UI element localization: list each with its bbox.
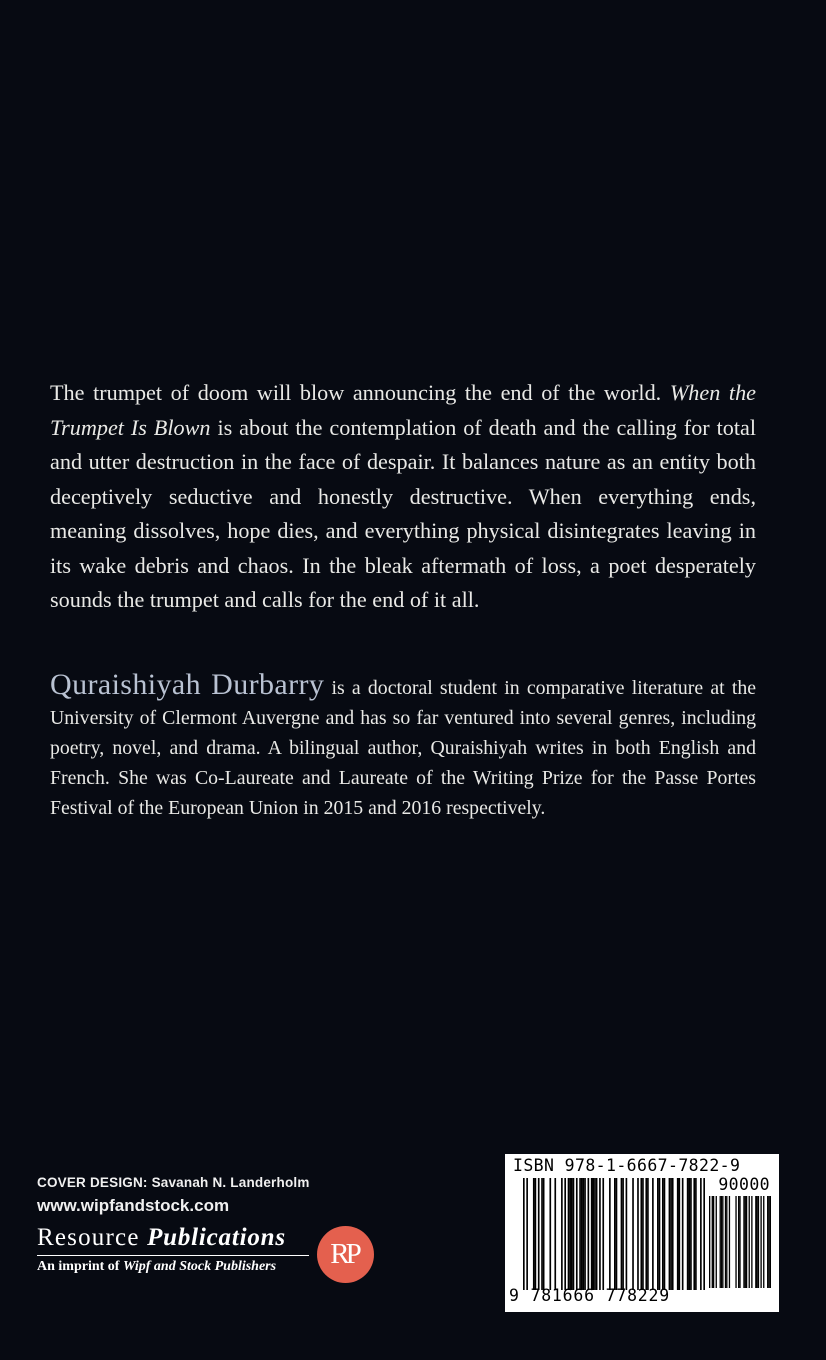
author-bio-text: is a doctoral student in comparative literature at the University of Clermont Auvergne and has so far ventured into several genres, including poetry, novel, and drama. A bilingual author, Quraishiyah writes in both English and French. She was Co-Laureate and Laureate of the Writing Prize for the Passe Portes Festival of the European Union in 2015 and 2016 respectively. (50, 677, 756, 819)
description-lead: The trumpet of doom will blow announcing the end of the world. (50, 380, 662, 405)
barcode-bar (746, 1196, 747, 1288)
barcode-bar (579, 1178, 581, 1290)
barcode-bar (758, 1196, 759, 1288)
barcode-bar (770, 1196, 771, 1288)
barcode-bar (541, 1178, 543, 1290)
publisher-name-plain: Resource (37, 1224, 140, 1251)
barcode-bar (576, 1178, 578, 1290)
barcode-bars-addon (709, 1196, 771, 1288)
barcode-bars-main (523, 1178, 705, 1290)
barcode-bar (726, 1196, 727, 1288)
barcode-bar (693, 1178, 695, 1290)
barcode-bar (564, 1178, 566, 1290)
barcode-bar (583, 1178, 585, 1290)
barcode-bar (659, 1178, 661, 1290)
barcode-bar (720, 1196, 721, 1288)
barcode-bar (767, 1196, 768, 1288)
barcode-bar (763, 1196, 764, 1288)
book-title: When the Trumpet Is Blown (50, 380, 757, 440)
barcode-bar (756, 1196, 757, 1288)
barcode-bar (526, 1178, 528, 1290)
barcode-bar (569, 1178, 571, 1290)
publisher-block (37, 1222, 309, 1275)
barcode-bar (669, 1178, 671, 1290)
rp-logo-icon: RP (317, 1226, 374, 1283)
publisher-website: www.wipfandstock.com (37, 1196, 230, 1215)
book-description (50, 376, 756, 618)
barcode-bar (735, 1196, 736, 1288)
barcode-digits: 9 781666 778229 (509, 1286, 671, 1305)
barcode-bar (588, 1178, 590, 1290)
barcode-bar (745, 1196, 746, 1288)
barcode-bar (645, 1178, 647, 1290)
barcode-bar (554, 1178, 556, 1290)
barcode-bar (712, 1196, 713, 1288)
barcode-bar (768, 1196, 769, 1288)
barcode-bar (535, 1178, 537, 1290)
barcode-bar (622, 1178, 624, 1290)
barcode-bar (722, 1196, 723, 1288)
barcode-bar (626, 1178, 628, 1290)
barcode-bar (721, 1196, 722, 1288)
barcode-bar (695, 1178, 697, 1290)
barcode-bar (725, 1196, 726, 1288)
barcode-bar (573, 1178, 575, 1290)
barcode-bar (543, 1178, 545, 1290)
imprint-name: Wipf and Stock Publishers (122, 1259, 277, 1274)
barcode-bar (743, 1196, 744, 1288)
barcode-bar (640, 1178, 642, 1290)
barcode-bar (632, 1178, 634, 1290)
barcode-bar (738, 1196, 739, 1288)
imprint-prefix: An imprint of (37, 1259, 120, 1274)
barcode-bar (700, 1178, 702, 1290)
barcode-bar (755, 1196, 756, 1288)
barcode-bar (614, 1178, 616, 1290)
cover-design-credit: COVER DESIGN: Savanah N. Landerholm (37, 1175, 310, 1190)
barcode-bar (657, 1178, 659, 1290)
author-bio (50, 670, 756, 823)
barcode-bar (523, 1178, 525, 1290)
barcode-bar (533, 1178, 535, 1290)
publisher-name-italic: Publications (147, 1224, 286, 1251)
barcode-bar (561, 1178, 563, 1290)
barcode-bar (739, 1196, 740, 1288)
barcode-bar (549, 1178, 551, 1290)
barcode-bar (596, 1178, 598, 1290)
barcode-bar (690, 1178, 692, 1290)
barcode-bar (594, 1178, 596, 1290)
barcode-bar (652, 1178, 654, 1290)
barcode-bar (729, 1196, 730, 1288)
barcode-bar (637, 1178, 639, 1290)
price-addon-label: 90000 (718, 1175, 770, 1194)
barcode-bar (647, 1178, 649, 1290)
imprint-line (37, 1259, 309, 1275)
barcode-bar (679, 1178, 681, 1290)
barcode-bar (621, 1178, 623, 1290)
barcode-bar (571, 1178, 573, 1290)
barcode-bar (760, 1196, 761, 1288)
barcode-bar (751, 1196, 752, 1288)
barcode-bar (688, 1178, 690, 1290)
barcode-bar (672, 1178, 674, 1290)
barcode-bar (677, 1178, 679, 1290)
barcode-bar (713, 1196, 714, 1288)
description-body: is about the contemplation of death and the calling for total and utter destruction in the face of despair. It balances nature as an entity both deceptively seductive and honestly destructive. When everything ends, meaning dissolves, hope dies, and everything physical disintegrates leaving in its wake debris and chaos. In the bleak aftermath of loss, a poet desperately sounds the trumpet and calls for the end of it all. (50, 414, 757, 612)
author-name: Quraishiyah Durbarry (50, 668, 325, 701)
publisher-name (37, 1222, 309, 1256)
barcode-bar (664, 1178, 666, 1290)
barcode-bar (662, 1178, 664, 1290)
barcode-bar (642, 1178, 644, 1290)
barcode-bar (703, 1178, 705, 1290)
barcode-bar (682, 1178, 684, 1290)
barcode-bar (538, 1178, 540, 1290)
barcode-bar (609, 1178, 611, 1290)
isbn-label: ISBN 978-1-6667-7822-9 (513, 1156, 741, 1175)
barcode-bar (591, 1178, 593, 1290)
barcode-bar (670, 1178, 672, 1290)
barcode-bar (709, 1196, 710, 1288)
credits-block (37, 1174, 310, 1218)
barcode-bar (716, 1196, 717, 1288)
barcode-bar (602, 1178, 604, 1290)
barcode-bar (584, 1178, 586, 1290)
barcode-bar (749, 1196, 750, 1288)
barcode-bar (568, 1178, 570, 1290)
barcode-bar (687, 1178, 689, 1290)
isbn-barcode (505, 1154, 779, 1312)
barcode-bar (616, 1178, 618, 1290)
barcode-bar (592, 1178, 594, 1290)
barcode-bar (599, 1178, 601, 1290)
barcode-bar (581, 1178, 583, 1290)
